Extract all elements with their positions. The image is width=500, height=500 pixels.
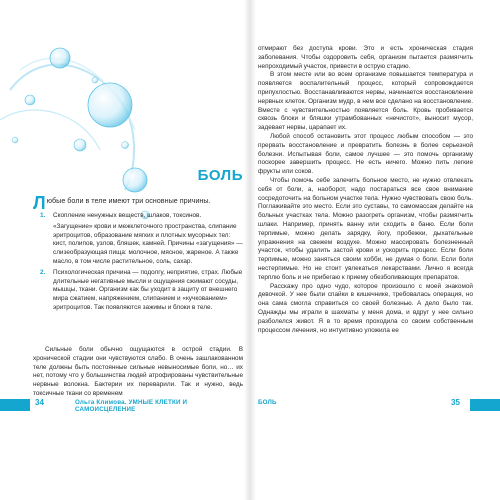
- list-item-text: Психологическая причина — подолгу, неприятие, страх. Любые длительные негативные мысли и ощущения сжимают сосуды, мышцы, ткани. Организм как бы уходит в защиту от внешнего мира сжатием, напряжением, слипанием и «кучкованием» эритроцитов. Так появляются зажимы и блоки в теле.: [53, 268, 243, 311]
- running-head-title: БОЛЬ: [258, 399, 277, 406]
- list-item-text: «Загущение» крови и межклеточного пространства, слипание эритроцитов, образование мягких и плотных мусорных тел: кист, полипов, узлов, бляшек, камней. Причины «загущения» — слизеобразующая пища: молочное, мясное, жареное. А также масло, в том числе растительное, соль, сахар.: [53, 222, 243, 265]
- paragraph: Сильные боли обычно ощущаются в острой стадии. В хронической стадии они чувствуются слабо. В очень зашлакованном теле должны быть постоянные сильные невыносимые боли, но… их нет, потому что у большинства людей атрофированы чувствительные нервные волокна. Бактерии их переварили. Так и нужно, ведь токсичные ткани со временем: [33, 346, 243, 397]
- list-item: [40, 223, 243, 267]
- list-item-number: 1.: [40, 212, 46, 219]
- paragraph: Чтобы помочь себе залечить больное место, не нужно отвлекать себя от боли, а, наоборот, надо постараться все свое внимание сосредоточить на больном участке тела. Нужно чувствовать свою боль. Поглаживайте это место. Если это суставы, то самомассаж делайте на больных участках тела. Можно разогреть организм, чтобы размягчить шлаки. Например, принять ванну или сходить в баню. Если боли терпимые, можно делать зарядку, йогу, пробежки, дыхательные упражнения на свежем воздухе. Можно массировать болезненный участок, чтобы удалить застой крови и ускорить процесс. Если боли терпимые, можно заняться своим хобби, не думая о боли. Если боли нестерпимые. Но не стоит увлекаться лекарствами. Лично я всегда терплю боль и не прибегаю к приему обезболивающих препаратов.: [258, 176, 473, 281]
- paragraph: отмирают без доступа крови. Это и есть хроническая стадия заболевания. Чтобы оздоровить себя, организм пытается размягчить непроходимый участок, привести в острую стадию.: [258, 45, 473, 70]
- list-item: [40, 212, 243, 221]
- running-head-author: Ольга Климова.: [75, 399, 127, 406]
- list-item-text: Скопление ненужных веществ, шлаков, токсинов.: [53, 212, 202, 219]
- paragraph: Любой способ остановить этот процесс любым способом — это прервать восстановление и превратить болезнь в более серьезной болезни. Испытывая боли, самое лучшее — это помочь организму поскорее завершить процесс. Не есть ничего. Можно пить легкие фрукты или соков.: [258, 132, 473, 176]
- drop-cap: Л: [33, 193, 46, 213]
- causes-list: [40, 212, 243, 315]
- left-page: [0, 0, 249, 500]
- folio-bar: [0, 399, 30, 411]
- running-head: [258, 399, 277, 406]
- paragraph: В этом месте или во всем организме повышается температура и появляется воспалительный процесс, который сопровождается припухлостью. Восстанавливаются нервы, начинается восстановление нервных клеток. Организм мудр, в нем все сделано на восстановление. Вместе с чувствительностью появляется боль. Кровь пробивается сквозь блоки и бляшки утрамбованных «нечистот», выносит мусор, задевает нервы, царапает их.: [258, 71, 473, 132]
- list-item: [40, 269, 243, 313]
- right-body-text: [258, 45, 473, 335]
- page-number: 34: [35, 398, 44, 407]
- chapter-title: БОЛЬ: [197, 167, 243, 184]
- left-body-text: [33, 346, 243, 399]
- paragraph: Расскажу про одно чудо, которое произошло с моей знакомой девочкой. У нее были спайки в кишечнике, требовалась операция, но она сама смогла справиться со своей болезнью. А дело было так. Однажды мы играли в шахматы у меня дома, и вдруг у нее сильно разболелся живот. Я в то время проходила со своим собственным процессом лечения, но интуитивно уложила ее: [258, 282, 473, 334]
- list-item-number: 2.: [40, 268, 46, 276]
- running-head: [75, 399, 249, 413]
- page-number: 35: [451, 398, 460, 407]
- lead-paragraph: [33, 193, 243, 213]
- folio-bar: [470, 399, 500, 411]
- lead-text: юбые боли в теле имеют три основные причины.: [46, 196, 211, 205]
- running-head-title: УМНЫЕ КЛЕТКИ И САМОИСЦЕЛЕНИЕ: [75, 399, 188, 413]
- right-page: [251, 0, 500, 500]
